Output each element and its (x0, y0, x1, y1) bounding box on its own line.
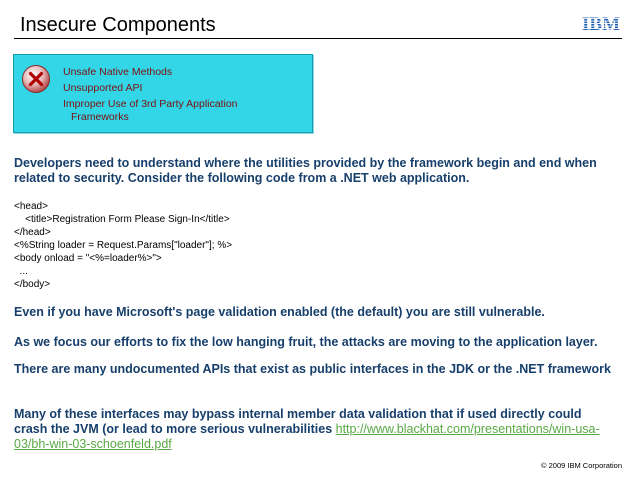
ibm-logo (580, 14, 622, 34)
blackhat-link[interactable]: http://www.blackhat.com/presentations/win-usa-03/bh-win-03-schoenfeld.pdf (14, 422, 600, 451)
callout-item-improper-use-line2: Frameworks (71, 111, 129, 123)
intro-paragraph: Developers need to understand where the utilities provided by the framework begin and end when related to security. Consider the following code from a .NET web application. (14, 156, 597, 185)
callout-list (63, 66, 263, 127)
code-line: </body> (14, 279, 51, 290)
callout-item-unsafe-native: Unsafe Native Methods (63, 66, 173, 78)
code-line: ... (14, 266, 28, 277)
code-sample (14, 200, 232, 291)
copyright-notice: © 2009 IBM Corporation (541, 461, 622, 470)
interfaces-text: Many of these interfaces may bypass internal member data validation that if used directly could crash the JVM (or lead to more serious vulnerabilities (14, 407, 582, 436)
slide-title: Insecure Components (20, 14, 216, 36)
code-line: <%String loader = Request.Params["loader"]; %> (14, 240, 233, 251)
callout-item-unsupported-api: Unsupported API (63, 82, 143, 94)
code-line: <head> (14, 201, 48, 212)
code-line: </head> (14, 227, 51, 238)
focus-paragraph: As we focus our efforts to fix the low hanging fruit, the attacks are moving to the application layer. (14, 335, 598, 349)
apis-paragraph: There are many undocumented APIs that exist as public interfaces in the JDK or the .NET framework (14, 362, 611, 376)
code-line: <title>Registration Form Please Sign-In</title> (14, 214, 230, 225)
validation-paragraph: Even if you have Microsoft's page validation enabled (the default) you are still vulnerable. (14, 305, 545, 319)
interfaces-paragraph (14, 407, 614, 452)
title-divider (14, 38, 622, 39)
callout-item-improper-use-line1: Improper Use of 3rd Party Application (63, 98, 238, 110)
x-circle-icon (21, 64, 51, 94)
code-line: <body onload = "<%=loader%>"> (14, 253, 162, 264)
callout-item-improper-use (63, 98, 263, 124)
svg-text:IBM: IBM (582, 14, 620, 34)
insecure-components-callout (13, 54, 313, 133)
